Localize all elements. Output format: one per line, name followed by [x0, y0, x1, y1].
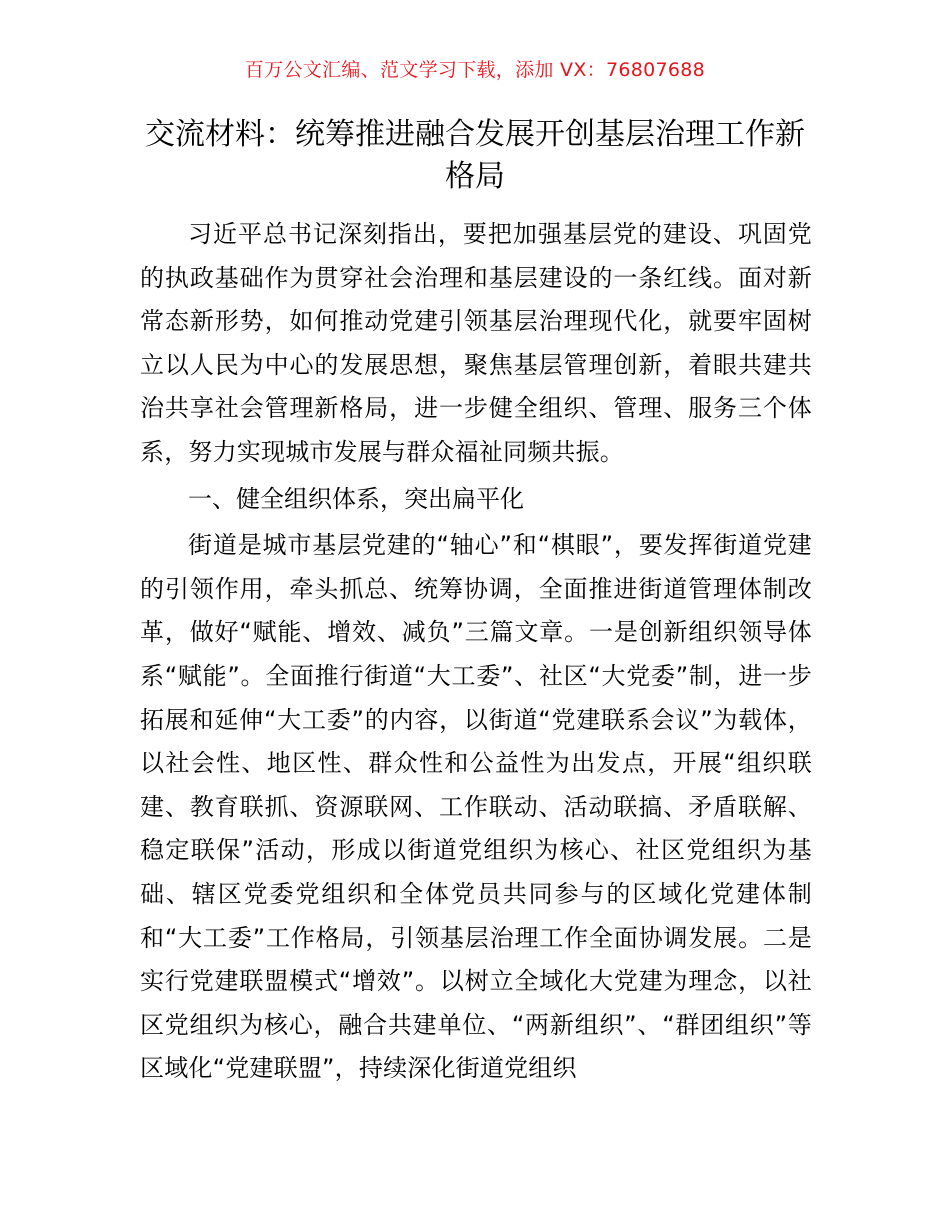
document-body	[140, 213, 812, 1091]
section-heading: 一、健全组织体系，突出扁平化	[188, 484, 524, 513]
intro-paragraph: 习近平总书记深刻指出，要把加强基层党的建设、巩固党的执政基础作为贯穿社会治理和基层建设的一条红线。面对新常态新形势，如何推动党建引领基层治理现代化，就要牢固树立以人民为中心的发展思想，聚焦基层管理创新，着眼共建共治共享社会管理新格局，进一步健全组织、管理、服务三个体系，努力实现城市发展与群众福祉同频共振。	[140, 220, 812, 466]
promo-banner: 百万公文汇编、范文学习下载，添加 VX：76807688	[244, 59, 706, 81]
document-title: 交流材料：统筹推进融合发展开创基层治理工作新格局	[145, 117, 805, 194]
section-paragraph: 街道是城市基层党建的“轴心”和“棋眼”，要发挥街道党建的引领作用，牵头抓总、统筹协调，全面推进街道管理体制改革，做好“赋能、增效、减负”三篇文章。一是创新组织领导体系“赋能”。全面推行街道“大工委”、社区“大党委”制，进一步拓展和延伸“大工委”的内容，以街道“党建联系会议”为载体，以社会性、地区性、群众性和公益性为出发点，开展“组织联建、教育联抓、资源联网、工作联动、活动联搞、矛盾联解、稳定联保”活动，形成以街道党组织为核心、社区党组织为基础、辖区党委党组织和全体党员共同参与的区域化党建体制和“大工委”工作格局，引领基层治理工作全面协调发展。二是实行党建联盟模式“增效”。以树立全域化大党建为理念，以社区党组织为核心，融合共建单位、“两新组织”、“群团组织”等区域化“党建联盟”，持续深化街道党组织	[140, 531, 812, 1083]
